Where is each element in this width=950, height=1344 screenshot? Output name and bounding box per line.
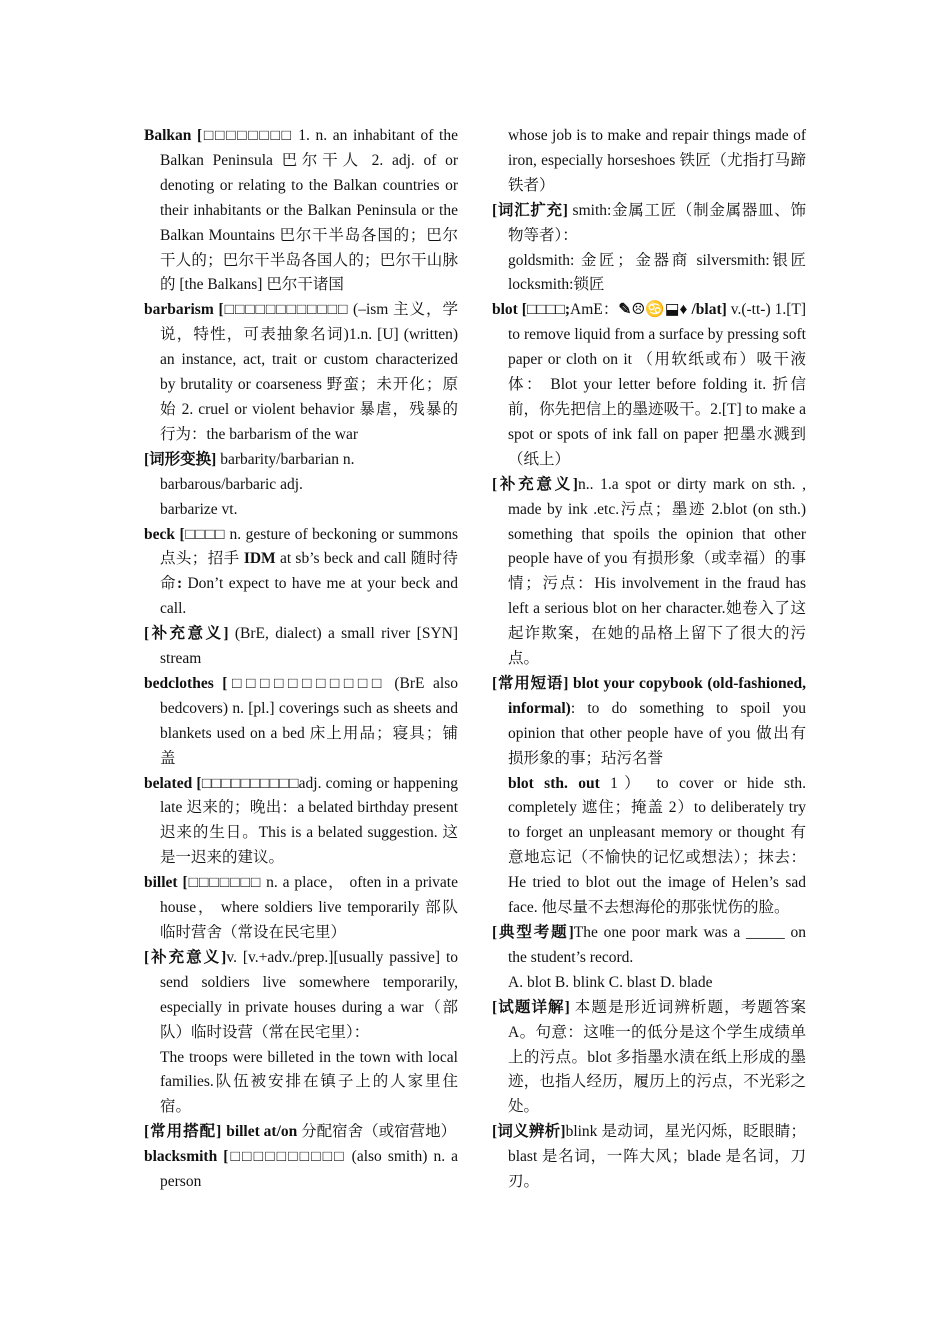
entry-text: The one poor mark was a _____ on the student’s record. [508, 924, 806, 966]
dictionary-entry [492, 672, 806, 772]
entry-headword: [补充意义] [492, 475, 578, 493]
entry-continuation [492, 249, 806, 299]
entry-headword: [典型考题] [492, 924, 574, 941]
entry-text: at sb’s beck and call 随时待命 [160, 550, 458, 593]
entry-text: (–ism 主义，学说，特性，可表抽象名词)1.n. [U] (written) an instance, act, trait or custom characterized by brutality or coarseness 野蛮；未开化；原始 2. cruel or violent behavior 暴虐，残暴的行为：the barbarism of the war [160, 301, 458, 443]
entry-headword: beck [□□□□ [144, 525, 226, 543]
dictionary-entry [144, 622, 458, 672]
dictionary-entry [492, 199, 806, 249]
entry-text: adj. coming or happening late 迟来的；晚出：a belated birthday present 迟来的生日。This is a belated suggestion. 这是一迟来的建议。 [160, 774, 458, 867]
entry-headword: [补充意义] [144, 625, 229, 643]
entry-headword: [常用搭配] [144, 1123, 223, 1141]
entry-headword: [词形变换] [144, 450, 217, 468]
entry-continuation [144, 498, 458, 523]
entry-headword: IDM [243, 550, 276, 568]
dictionary-entry [144, 946, 458, 1046]
dictionary-entry [492, 473, 806, 672]
entry-headword: billet at/on [226, 1123, 298, 1141]
entry-headword: [常用短语] blot your copybook (old-fashioned, informal) [492, 674, 806, 717]
entry-text: barbarous/barbaric adj. [160, 475, 303, 493]
left-column [144, 124, 458, 1195]
entry-text: 1. n. an inhabitant of the Balkan Peninsula 巴尔干人 2. adj. of or denoting or relating to the Balkan countries or their inhabitants or the Balkan Peninsula or the Balkan Mountains 巴尔干半岛各国的；巴尔干人的；巴尔干半岛各国人的；巴尔干山脉的 [the Balkans] 巴尔干诸国 [160, 127, 458, 294]
dictionary-entry [144, 448, 458, 473]
entry-continuation [144, 1046, 458, 1121]
entry-text: (BrE also bedcovers) n. [pl.] coverings such as sheets and blankets used on a bed 床上用品；寝具；铺盖 [160, 674, 458, 767]
dictionary-entry [492, 298, 806, 472]
entry-headword: [试题详解] [492, 998, 570, 1016]
entry-phrase: blot sth. out [508, 774, 600, 792]
entry-text: barbarize vt. [160, 500, 238, 518]
right-column [492, 124, 806, 1195]
dictionary-entry [492, 921, 806, 971]
dictionary-entry [144, 871, 458, 946]
entry-text: 1） to cover or hide sth. completely 遮住；掩盖 2）to deliberately try to forget an unpleasant memory or thought 有意地忘记（不愉快的记忆或想法）；抹去： He tried to blot out the image of Helen’s sad face. 他尽量不去想海伦的那张忧伤的脸。 [508, 774, 807, 917]
entry-text: blink 是动词，星光闪烁，眨眼睛；blast 是名词，一阵大风；blade 是名词，刀刃。 [508, 1123, 806, 1191]
entry-headword: Balkan [□□□□□□□□ [144, 127, 293, 144]
entry-text: v.(-tt-) 1.[T] to remove liquid from a surface by pressing soft paper or cloth on it （用软纸或布）吸干液体： Blot your letter before folding it. 折信前，你先把信上的墨迹吸干。2.[T] to make a spot or spots of ink fall on paper 把墨水溅到（纸上） [508, 301, 807, 468]
dictionary-entry [144, 1145, 458, 1195]
entry-continuation [492, 772, 806, 921]
entry-text: (BrE, dialect) a small river [SYN] stream [160, 625, 458, 668]
dictionary-entry [144, 772, 458, 872]
dictionary-entry [144, 523, 458, 623]
entry-headword: billet [□□□□□□□ [144, 874, 262, 892]
entry-headword: blacksmith [□□□□□□□□□□ [144, 1148, 346, 1166]
entry-headword: barbarism [□□□□□□□□□□□□ [144, 301, 349, 319]
entry-text: n. a place， often in a private house， where soldiers live temporarily 部队临时营舍（常设在民宅里） [160, 874, 458, 941]
entry-text: barbarity/barbarian n. [216, 450, 355, 468]
dictionary-entry [144, 672, 458, 772]
entry-text: (also smith) n. a person [160, 1148, 458, 1191]
entry-text: goldsmith: 金匠；金器商 silversmith:银匠 locksmith:锁匠 [508, 251, 806, 294]
entry-text: Don’t expect to have me at your beck and call. [160, 575, 458, 618]
entry-continuation [492, 971, 806, 996]
dictionary-entry [144, 124, 458, 298]
entry-headword: belated [□□□□□□□□□□ [144, 774, 299, 792]
entry-text: 分配宿舍（或宿营地） [297, 1123, 457, 1141]
entry-text: v. [v.+adv./prep.][usually passive] to send soldiers live somewhere temporarily, especially in private houses during a war（部队）临时设营（常在民宅里）： [160, 948, 459, 1041]
dictionary-entry [144, 1120, 458, 1145]
entry-text: 本题是形近词辨析题，考题答案 A。句意：这唯一的低分是这个学生成绩单上的污点。blot 多指墨水渍在纸上形成的墨迹，也指人经历，履历上的污点，不光彩之处。 [508, 998, 806, 1116]
entry-headword: : [176, 575, 183, 593]
entry-text: n. gesture of beckoning or summons 点头；招手 [160, 525, 458, 568]
dictionary-entry [492, 1120, 806, 1195]
entry-headword: ✎☹♋⬓♦ /blat] [618, 301, 727, 319]
dictionary-entry [492, 996, 806, 1121]
entry-continuation [144, 473, 458, 498]
entry-headword: [词义辨析] [492, 1123, 566, 1141]
entry-text: smith:金属工匠（制金属器皿、饰物等者）： [508, 201, 806, 244]
dictionary-entry [144, 298, 458, 447]
entry-headword: bedclothes [□□□□□□□□□□□ [144, 674, 386, 692]
entry-text: n.. 1.a spot or dirty mark on sth. , made by ink .etc.污点；墨迹 2.blot (on sth.) something that spoils the opinion that other people have of you 有损形象（或幸福）的事情；污点：His involvement in the fraud has left a serious blot on her character.她卷入了这起诈欺案，在她的品格上留下了很大的污点。 [508, 475, 807, 668]
entry-text: : to do something to spoil you opinion that other people have of you 做出有损形象的事；玷污名誉 [508, 699, 806, 767]
entry-headword: [词汇扩充] [492, 201, 568, 219]
entry-text: whose job is to make and repair things made of iron, especially horseshoes 铁匠（尤指打马蹄铁者） [508, 127, 806, 194]
entry-headword: blot [□□□□; [492, 301, 571, 319]
entry-continuation [492, 124, 806, 199]
entry-text: AmE： [570, 301, 619, 319]
entry-text: The troops were billeted in the town with local families.队伍被安排在镇子上的人家里住宿。 [160, 1048, 458, 1116]
entry-headword: [补充意义] [144, 948, 227, 966]
entry-text: A. blot B. blink C. blast D. blade [508, 973, 713, 991]
